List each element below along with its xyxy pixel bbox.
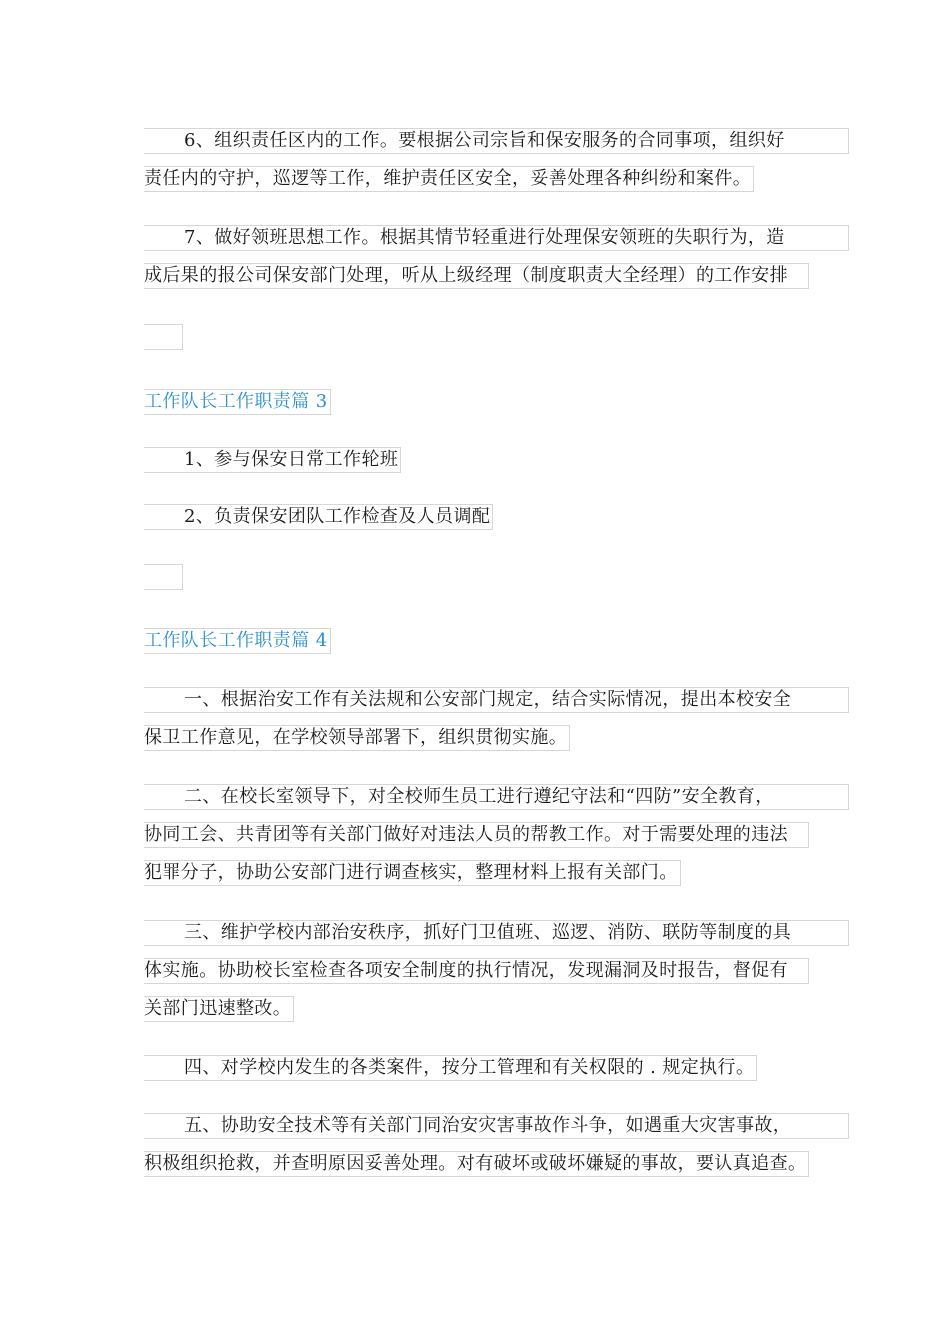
text-line: 2、负责保安团队工作检查及人员调配 bbox=[144, 504, 493, 530]
section-4-paragraph-1 bbox=[144, 681, 808, 757]
section-heading-3 bbox=[144, 383, 808, 421]
paragraph-item-7 bbox=[144, 219, 808, 295]
text-line: 三、维护学校内部治安秩序，抓好门卫值班、巡逻、消防、联防等制度的具 bbox=[144, 920, 849, 946]
text-line: 7、做好领班思想工作。根据其情节轻重进行处理保安领班的失职行为，造 bbox=[144, 225, 849, 251]
section-4-paragraph-2 bbox=[144, 778, 808, 892]
text-line: 积极组织抢救，并查明原因妥善处理。对有破坏或破坏嫌疑的事故，要认真追查。 bbox=[144, 1151, 809, 1177]
section-4-paragraph-3 bbox=[144, 914, 808, 1028]
text-line: 一、根据治安工作有关法规和公安部门规定，结合实际情况，提出本校安全 bbox=[144, 687, 849, 713]
text-line: 协同工会、共青团等有关部门做好对违法人员的帮教工作。对于需要处理的违法 bbox=[144, 822, 809, 848]
text-line: 二、在校长室领导下，对全校师生员工进行遵纪守法和“四防”安全教育， bbox=[144, 784, 849, 810]
text-line: 五、协助安全技术等有关部门同治安灾害事故作斗争，如遇重大灾害事故， bbox=[144, 1113, 849, 1139]
text-line: 1、参与保安日常工作轮班 bbox=[144, 447, 401, 473]
text-line: 6、组织责任区内的工作。要根据公司宗旨和保安服务的合同事项，组织好 bbox=[144, 128, 849, 154]
text-line: 关部门迅速整改。 bbox=[144, 996, 294, 1022]
text-line: 犯罪分子，协助公安部门进行调查核实，整理材料上报有关部门。 bbox=[144, 860, 681, 886]
text-line: 四、对学校内发生的各类案件，按分工管理和有关权限的 . 规定执行。 bbox=[144, 1055, 757, 1081]
section-4-paragraph-5 bbox=[144, 1107, 808, 1183]
text-line: 责任内的守护，巡逻等工作，维护责任区安全，妥善处理各种纠纷和案件。 bbox=[144, 166, 754, 192]
text-line: 成后果的报公司保安部门处理，听从上级经理（制度职责大全经理）的工作安排 bbox=[144, 263, 809, 289]
section-4-paragraph-4 bbox=[144, 1049, 808, 1087]
empty-line-box bbox=[144, 564, 183, 590]
heading-text: 工作队长工作职责篇 3 bbox=[144, 389, 331, 415]
empty-line-box bbox=[144, 324, 183, 350]
section-3-item-2 bbox=[144, 498, 808, 536]
text-line: 体实施。协助校长室检查各项安全制度的执行情况，发现漏洞及时报告，督促有 bbox=[144, 958, 809, 984]
text-line: 保卫工作意见，在学校领导部署下，组织贯彻实施。 bbox=[144, 725, 570, 751]
section-heading-4 bbox=[144, 622, 808, 660]
heading-text: 工作队长工作职责篇 4 bbox=[144, 628, 331, 654]
paragraph-item-6 bbox=[144, 122, 808, 198]
section-3-item-1 bbox=[144, 441, 808, 479]
